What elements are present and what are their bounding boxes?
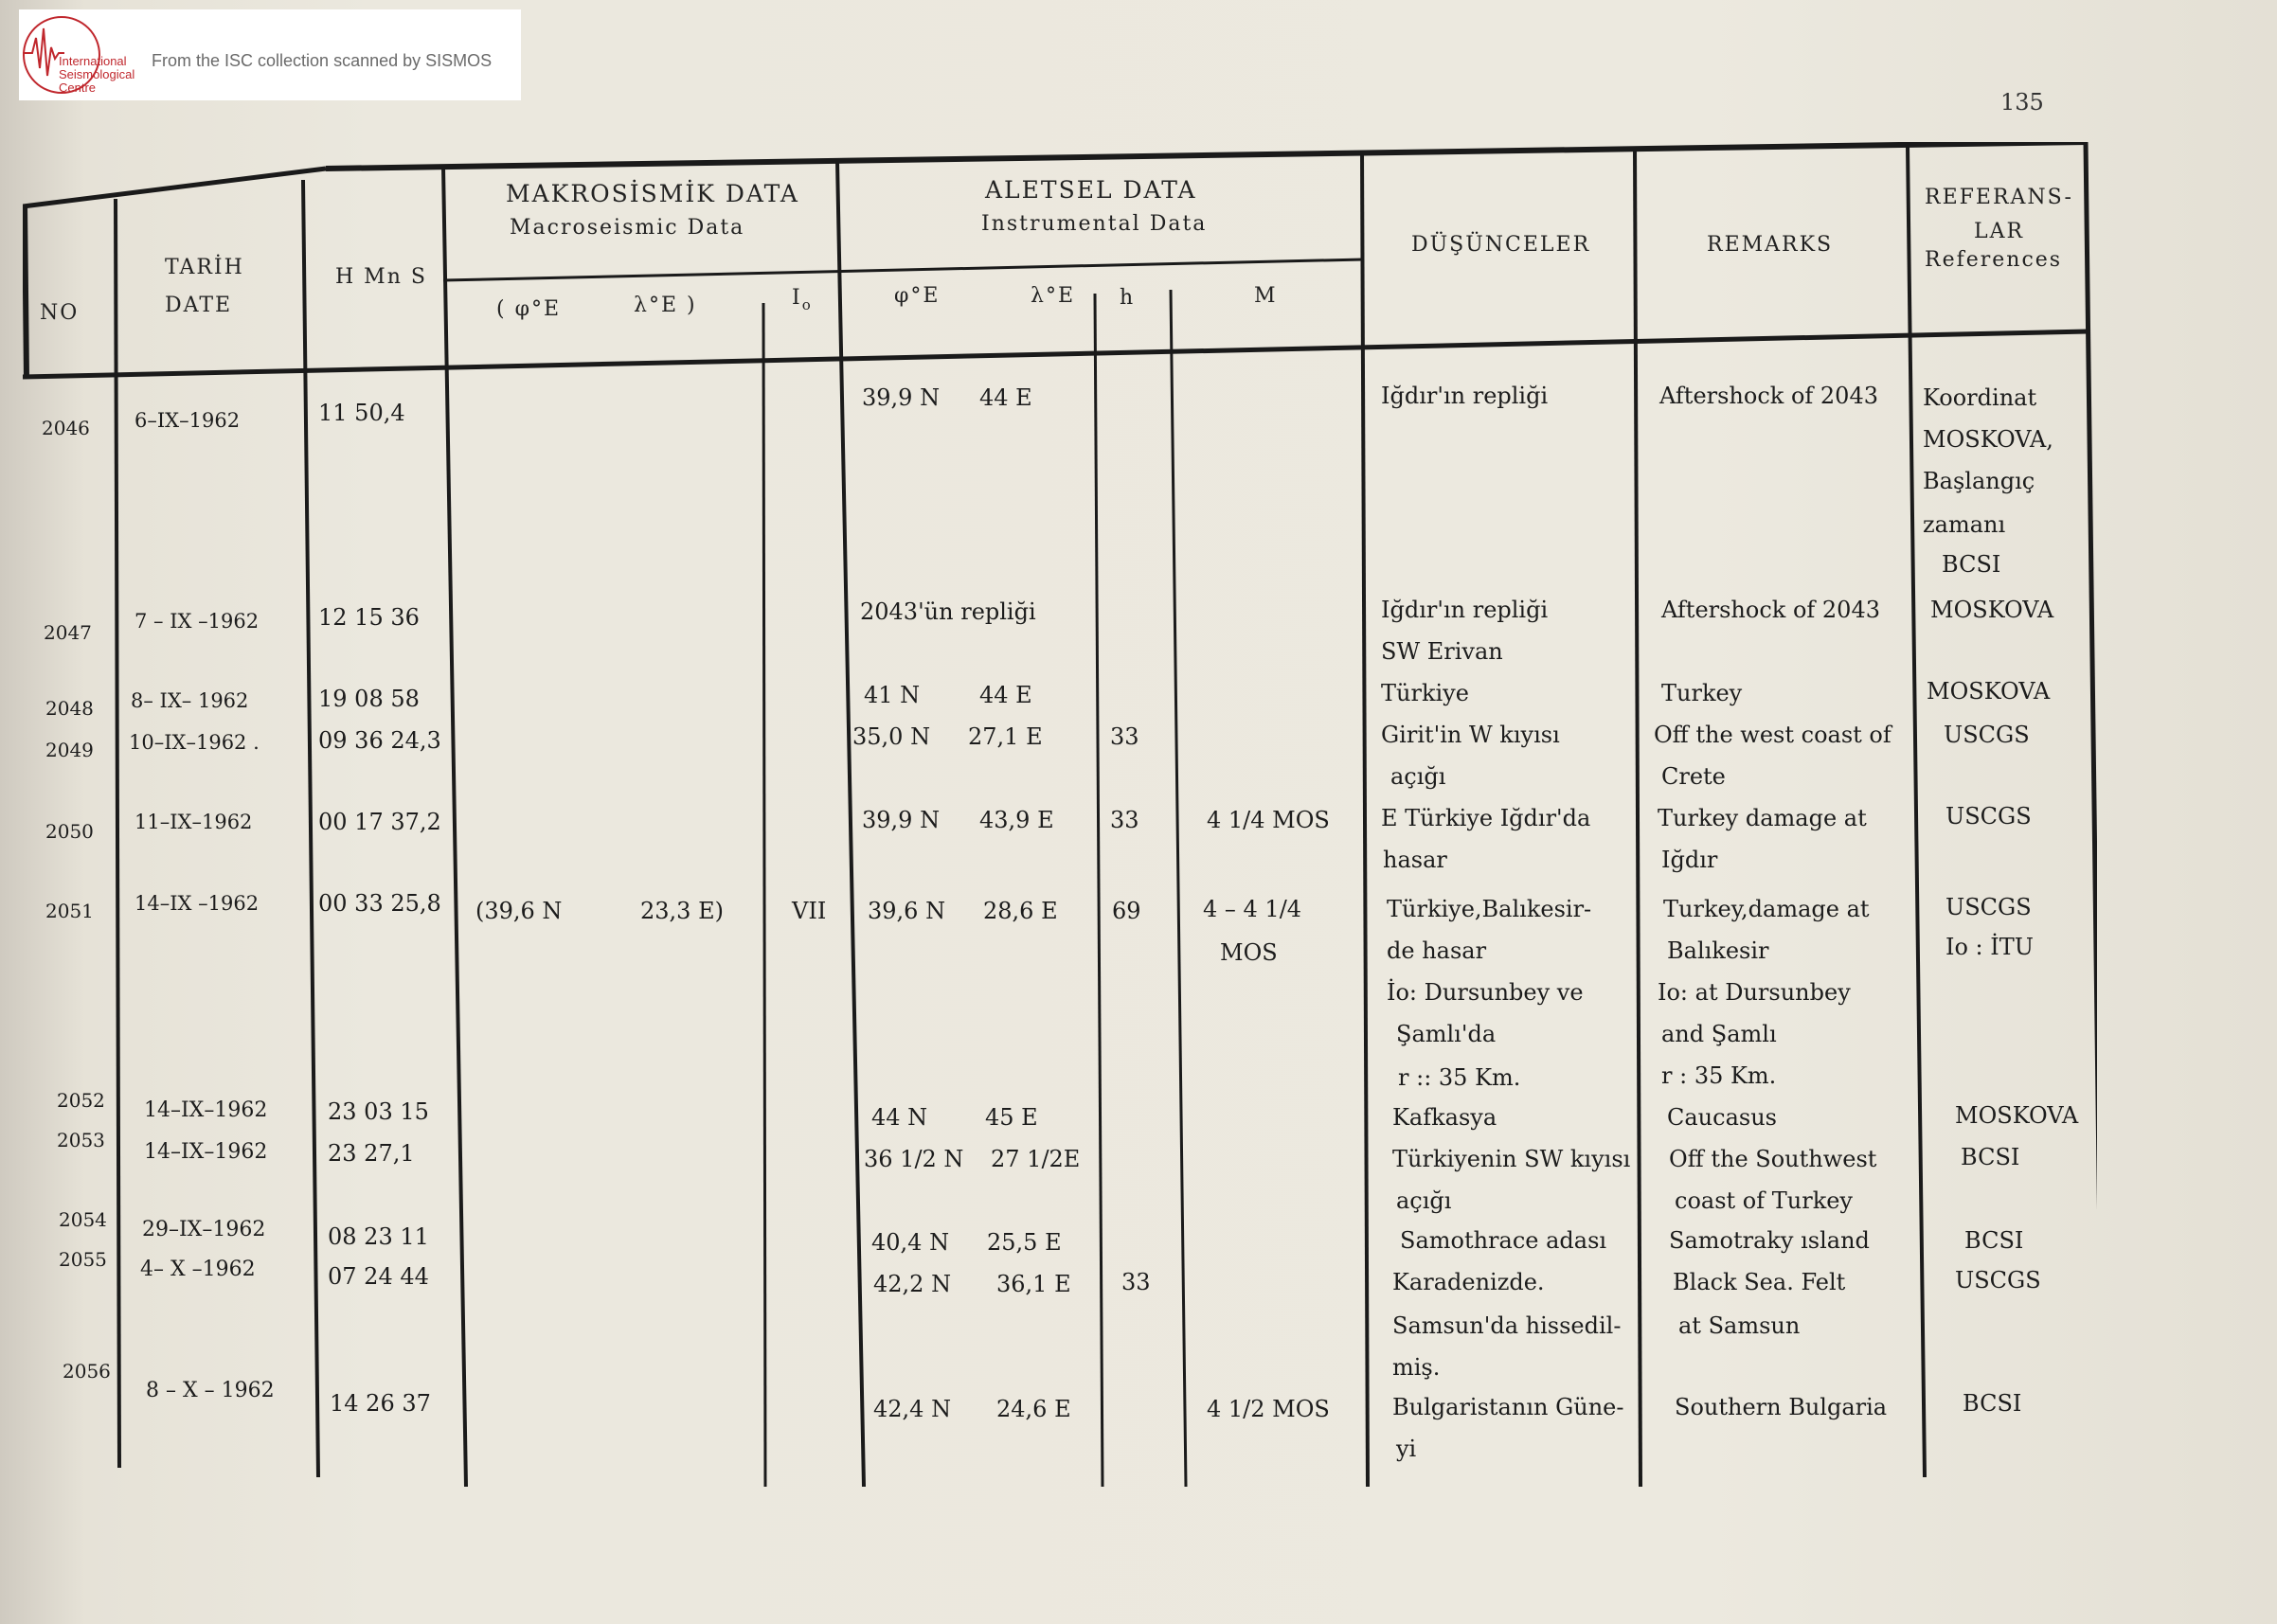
- row-2051-ref-2: Io : İTU: [1945, 934, 2034, 960]
- header-io: [792, 286, 813, 313]
- header-makrosismik: MAKROSİSMİK DATA: [506, 180, 799, 207]
- row-2046-date: 6–IX–1962: [134, 409, 241, 432]
- row-2049-lat: 35,0 N: [852, 723, 931, 750]
- row-2046-ref-1: Koordinat: [1923, 384, 2037, 411]
- row-2056-no: 2056: [63, 1360, 111, 1383]
- row-2051-m: 4 – 4 1/4: [1203, 896, 1302, 922]
- header-makro-lon: λ°E ): [634, 294, 697, 317]
- row-2055-dusunceler-1: Karadenizde.: [1392, 1269, 1545, 1295]
- header-aletsel: ALETSEL DATA: [985, 176, 1197, 204]
- header-dusunceler: DÜŞÜNCELER: [1411, 233, 1591, 257]
- earthquake-table: [23, 142, 2097, 1487]
- row-2052-time: 23 03 15: [328, 1098, 429, 1125]
- row-2052-dusunceler-1: Kafkasya: [1392, 1104, 1497, 1131]
- row-2056-dusunceler-1: Bulgaristanın Güne-: [1392, 1394, 1624, 1420]
- row-2049-date: 10–IX–1962 .: [129, 731, 260, 754]
- header-time: H Mn S: [335, 265, 427, 289]
- row-2046-ref-4: zamanı: [1923, 511, 2006, 538]
- row-2055-no: 2055: [59, 1248, 107, 1271]
- row-2052-no: 2052: [57, 1089, 105, 1112]
- row-2046-dusunceler-1: Iğdır'ın repliği: [1381, 383, 1549, 409]
- header-io-label: I: [792, 286, 802, 310]
- row-2055-lat: 42,2 N: [873, 1271, 952, 1297]
- row-2053-remarks-1: Off the Southwest: [1669, 1146, 1877, 1172]
- row-2054-date: 29–IX–1962: [142, 1218, 266, 1241]
- row-2053-time: 23 27,1: [328, 1140, 415, 1167]
- row-2048-date: 8– IX– 1962: [131, 689, 249, 712]
- row-2051-remarks-1: Turkey,damage at: [1663, 896, 1870, 922]
- row-2046-lat: 39,9 N: [862, 384, 941, 411]
- header-referanslar-1: REFERANS-: [1925, 186, 2073, 209]
- row-2047-remarks-1: Aftershock of 2043: [1661, 597, 1880, 623]
- isc-organization-name: [59, 55, 163, 95]
- row-2047-ref-1: MOSKOVA: [1930, 597, 2054, 623]
- row-2052-date: 14–IX–1962: [144, 1098, 268, 1122]
- header-h: h: [1120, 286, 1136, 310]
- row-2053-lat: 36 1/2 N: [864, 1146, 964, 1172]
- row-2050-m: 4 1/4 MOS: [1207, 807, 1330, 833]
- row-2051-remarks-2: Balıkesir: [1667, 937, 1769, 964]
- row-2049-dusunceler-1: Girit'in W kıyısı: [1381, 722, 1560, 748]
- row-2056-date: 8 – X – 1962: [146, 1379, 275, 1402]
- row-2055-dusunceler-3: miş.: [1392, 1354, 1441, 1381]
- row-2046-ref-2: MOSKOVA,: [1923, 426, 2053, 453]
- row-2051-lon: 28,6 E: [983, 898, 1058, 924]
- row-2050-remarks-1: Turkey damage at: [1658, 805, 1867, 831]
- row-2056-lat: 42,4 N: [873, 1396, 952, 1422]
- row-2056-ref-1: BCSI: [1963, 1390, 2022, 1417]
- row-2048-lon: 44 E: [979, 682, 1032, 708]
- row-2048-dusunceler-1: Türkiye: [1381, 680, 1469, 706]
- row-2051-dusunceler-2: de hasar: [1387, 937, 1487, 964]
- header-tarih: TARİH: [165, 256, 244, 279]
- row-2047-dusunceler-1: Iğdır'ın repliği: [1381, 597, 1549, 623]
- header-referanslar-2: LAR: [1974, 220, 2025, 243]
- row-2050-time: 00 17 37,2: [318, 809, 441, 835]
- row-2050-date: 11–IX–1962: [134, 811, 253, 833]
- row-2048-remarks-1: Turkey: [1661, 680, 1743, 706]
- row-2050-lat: 39,9 N: [862, 807, 941, 833]
- row-2056-time: 14 26 37: [330, 1390, 431, 1417]
- row-2050-lon: 43,9 E: [979, 807, 1054, 833]
- isc-name-line-1: International: [59, 54, 127, 68]
- row-2051-no: 2051: [45, 900, 94, 922]
- row-2051-m-unit: MOS: [1220, 939, 1278, 966]
- row-2051-remarks-4: and Şamlı: [1661, 1021, 1777, 1047]
- header-macroseismic: Macroseismic Data: [510, 216, 745, 240]
- row-2056-m: 4 1/2 MOS: [1207, 1396, 1330, 1422]
- row-2050-no: 2050: [45, 820, 94, 843]
- row-2046-ref-3: Başlangıç: [1923, 468, 2035, 494]
- row-2055-ref-1: USCGS: [1955, 1267, 2041, 1294]
- row-2052-ref-1: MOSKOVA: [1955, 1102, 2079, 1129]
- row-2053-lon: 27 1/2E: [991, 1146, 1081, 1172]
- row-2052-lon: 45 E: [985, 1104, 1038, 1131]
- row-2049-remarks-1: Off the west coast of: [1654, 722, 1892, 748]
- row-2047-dusunceler-2: SW Erivan: [1381, 638, 1503, 665]
- row-2054-time: 08 23 11: [328, 1223, 429, 1250]
- row-2053-dusunceler-1: Türkiyenin SW kıyısı: [1392, 1146, 1631, 1172]
- row-2054-remarks-1: Samotraky ısland: [1669, 1227, 1870, 1254]
- row-2049-time: 09 36 24,3: [318, 727, 441, 754]
- header-no: NO: [40, 301, 80, 325]
- row-2046-lon: 44 E: [979, 384, 1032, 411]
- row-2050-dusunceler-2: hasar: [1383, 847, 1447, 873]
- row-2051-dusunceler-3: İo: Dursunbey ve: [1387, 979, 1584, 1006]
- row-2052-remarks-1: Caucasus: [1667, 1104, 1777, 1131]
- header-inst-lon: λ°E: [1031, 284, 1076, 308]
- row-2050-remarks-2: Iğdır: [1661, 847, 1718, 873]
- header-instrumental: Instrumental Data: [981, 212, 1208, 236]
- row-2049-dusunceler-2: açığı: [1390, 763, 1446, 790]
- row-2047-date: 7 – IX –1962: [134, 610, 260, 633]
- row-2049-h: 33: [1110, 723, 1139, 750]
- row-2050-ref-1: USCGS: [1945, 803, 2032, 830]
- row-2046-no: 2046: [42, 417, 90, 439]
- row-2051-h: 69: [1112, 898, 1141, 924]
- row-2051-date: 14–IX –1962: [134, 892, 260, 915]
- row-2054-no: 2054: [59, 1208, 107, 1231]
- row-2046-time: 11 50,4: [318, 400, 405, 426]
- row-2048-ref-1: MOSKOVA: [1927, 678, 2051, 705]
- header-makro-lat: ( φ°E: [496, 297, 562, 321]
- row-2049-ref-1: USCGS: [1944, 722, 2030, 748]
- row-2051-io: VII: [792, 898, 827, 924]
- row-2055-h: 33: [1121, 1269, 1151, 1295]
- header-date: DATE: [165, 294, 233, 317]
- header-references: References: [1925, 248, 2063, 272]
- header-m: M: [1254, 284, 1278, 308]
- row-2055-lon: 36,1 E: [996, 1271, 1071, 1297]
- row-2051-dusunceler-5: r :: 35 Km.: [1398, 1064, 1521, 1091]
- row-2051-makro-lon: 23,3 E): [640, 898, 724, 924]
- row-2051-dusunceler-4: Şamlı'da: [1396, 1021, 1497, 1047]
- row-2053-ref-1: BCSI: [1961, 1144, 2020, 1170]
- row-2048-time: 19 08 58: [318, 686, 420, 712]
- row-2046-ref-5: BCSI: [1942, 551, 2001, 578]
- header-inst-lat: φ°E: [894, 284, 941, 308]
- row-2049-no: 2049: [45, 739, 94, 761]
- page-number: 135: [2000, 89, 2044, 116]
- isc-caption: From the ISC collection scanned by SISMOS: [152, 51, 493, 70]
- row-2050-h: 33: [1110, 807, 1139, 833]
- isc-banner: [19, 9, 521, 100]
- row-2055-remarks-1: Black Sea. Felt: [1673, 1269, 1846, 1295]
- row-2047-inst-note: 2043'ün repliği: [860, 598, 1036, 625]
- row-2054-ref-1: BCSI: [1964, 1227, 2024, 1254]
- row-2054-dusunceler-1: Samothrace adası: [1400, 1227, 1607, 1254]
- row-2053-dusunceler-2: açığı: [1396, 1187, 1452, 1214]
- row-2051-time: 00 33 25,8: [318, 890, 441, 917]
- row-2053-date: 14–IX–1962: [144, 1140, 268, 1164]
- row-2051-ref-1: USCGS: [1945, 894, 2032, 920]
- row-2051-remarks-5: r : 35 Km.: [1661, 1062, 1777, 1089]
- isc-name-line-2: Seismological: [59, 67, 135, 81]
- row-2056-dusunceler-2: yi: [1396, 1436, 1417, 1462]
- row-2051-lat: 39,6 N: [868, 898, 946, 924]
- row-2055-date: 4– X –1962: [140, 1258, 256, 1281]
- row-2051-makro-lat: (39,6 N: [475, 898, 563, 924]
- isc-name-line-3: Centre: [59, 80, 97, 95]
- row-2055-remarks-2: at Samsun: [1678, 1312, 1801, 1339]
- row-2054-lon: 25,5 E: [987, 1229, 1062, 1256]
- row-2055-time: 07 24 44: [328, 1263, 429, 1290]
- row-2051-remarks-3: Io: at Dursunbey: [1658, 979, 1851, 1006]
- row-2047-no: 2047: [44, 621, 92, 644]
- row-2047-time: 12 15 36: [318, 604, 420, 631]
- header-remarks: REMARKS: [1707, 233, 1834, 257]
- row-2048-lat: 41 N: [864, 682, 921, 708]
- row-2056-remarks-1: Southern Bulgaria: [1675, 1394, 1888, 1420]
- row-2053-no: 2053: [57, 1129, 105, 1151]
- row-2054-lat: 40,4 N: [871, 1229, 950, 1256]
- row-2049-lon: 27,1 E: [968, 723, 1043, 750]
- row-2046-remarks-1: Aftershock of 2043: [1659, 383, 1878, 409]
- row-2056-lon: 24,6 E: [996, 1396, 1071, 1422]
- row-2053-remarks-2: coast of Turkey: [1675, 1187, 1853, 1214]
- row-2051-dusunceler-1: Türkiye,Balıkesir-: [1387, 896, 1592, 922]
- row-2055-dusunceler-2: Samsun'da hissedil-: [1392, 1312, 1622, 1339]
- row-2049-remarks-2: Crete: [1661, 763, 1726, 790]
- header-io-subscript: o: [801, 296, 813, 313]
- row-2048-no: 2048: [45, 697, 94, 720]
- row-2050-dusunceler-1: E Türkiye Iğdır'da: [1381, 805, 1591, 831]
- row-2052-lat: 44 N: [871, 1104, 928, 1131]
